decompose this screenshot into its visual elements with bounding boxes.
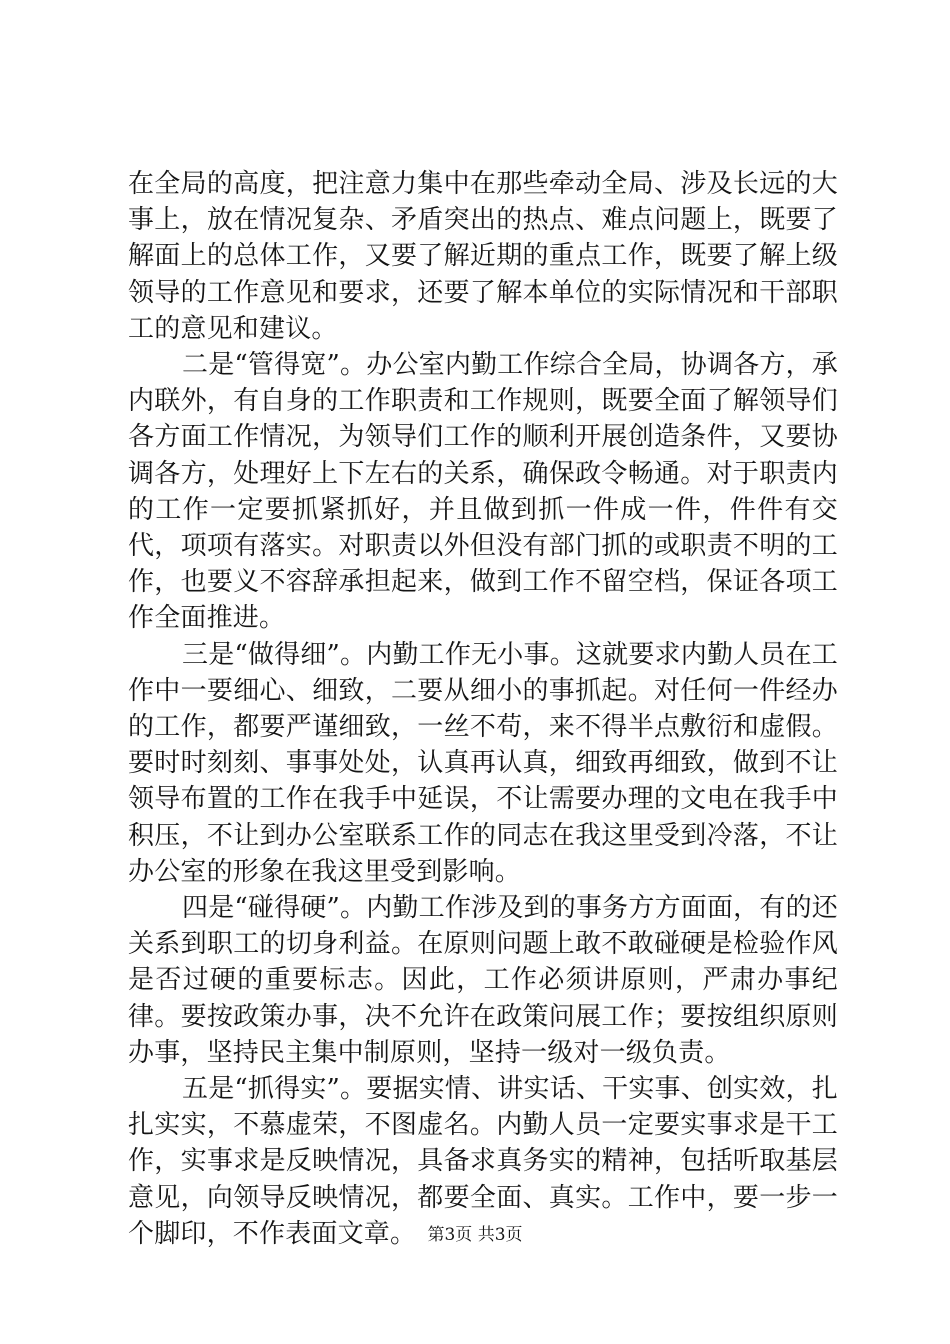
page-footer: 第3页 共3页 xyxy=(427,1225,523,1245)
document-body xyxy=(128,166,838,1252)
paragraph-zhua-de-shi: 五是“抓得实”。要据实情、讲实话、干实事、创实效，扎扎实实，不慕虚荣，不图虚名。内勤人员一定要实事求是干工作，实事求是反映情况，具备求真务实的精神，包括听取基层意见，向领导反映情况，都要全面、真实。工作中，要一步一个脚印，不作表面文章。 xyxy=(128,1074,838,1249)
paragraph-zuo-de-xi: 三是“做得细”。内勤工作无小事。这就要求内勤人员在工作中一要细心、细致，二要从细小的事抓起。对任何一件经办的工作，都要严谨细致，一丝不苟，来不得半点敷衍和虚假。要时时刻刻、事事处处，认真再认真，细致再细致，做到不让领导布置的工作在我手中延误，不让需要办理的文电在我手中积压，不让到办公室联系工作的同志在我这里受到冷落，不让办公室的形象在我这里受到影响。 xyxy=(128,639,838,887)
paragraph-peng-de-ying: 四是“碰得硬”。内勤工作涉及到的事务方方面面，有的还关系到职工的切身利益。在原则问题上敢不敢碰硬是检验作风是否过硬的重要标志。因此，工作必须讲原则，严肃办事纪律。要按政策办事，决不允许在政策问展工作；要按组织原则办事，坚持民主集中制原则，坚持一级对一级负责。 xyxy=(128,893,838,1068)
paragraph-continuation: 在全局的高度，把注意力集中在那些牵动全局、涉及长远的大事上，放在情况复杂、矛盾突出的热点、难点问题上，既要了解面上的总体工作，又要了解近期的重点工作，既要了解上级领导的工作意见和要求，还要了解本单位的实际情况和干部职工的意见和建议。 xyxy=(128,169,838,344)
paragraph-guan-de-kuan: 二是“管得宽”。办公室内勤工作综合全局，协调各方，承内联外，有自身的工作职责和工作规则，既要全面了解领导们各方面工作情况，为领导们工作的顺利开展创造条件，又要协调各方，处理好上下左右的关系，确保政令畅通。对于职责内的工作一定要抓紧抓好，并且做到抓一件成一件，件件有交代，项项有落实。对职责以外但没有部门抓的或职责不明的工作，也要义不容辞承担起来，做到工作不留空档，保证各项工作全面推进。 xyxy=(128,350,838,634)
